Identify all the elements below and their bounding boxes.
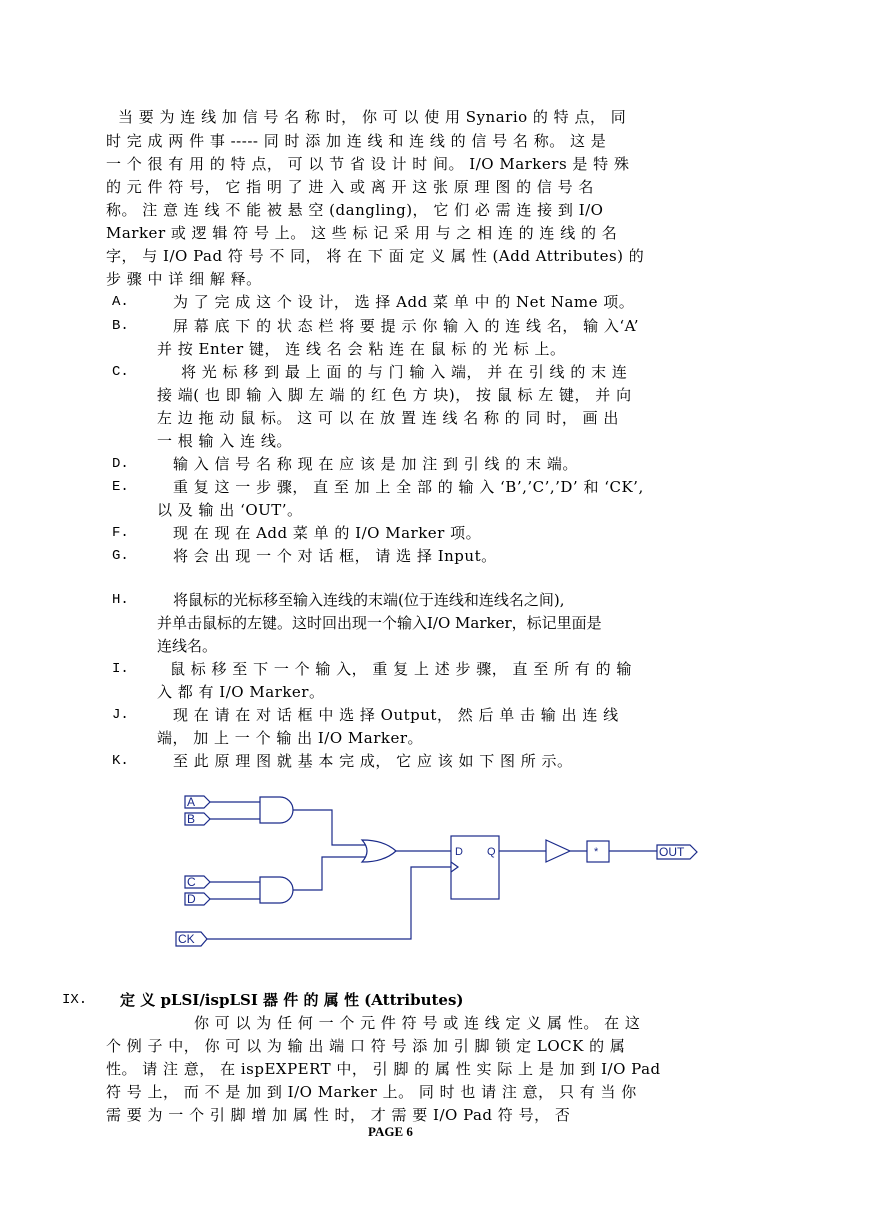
step-text: 并 按 Enter 键， 连 线 名 会 粘 连 在 鼠 标 的 光 标 上。 xyxy=(157,340,566,358)
step-text: 端， 加 上 一 个 输 出 I/O Marker。 xyxy=(157,729,424,747)
step-text: 以 及 输 出 ‘OUT’。 xyxy=(157,501,303,519)
and-gate-2 xyxy=(260,877,293,903)
intro-line: 称。 注 意 连 线 不 能 被 悬 空 (dangling)， 它 们 必 需 连 接 到 I/O xyxy=(106,201,604,219)
step-marker: K. xyxy=(112,753,129,769)
step-marker: E. xyxy=(112,479,129,495)
clock-input-symbol xyxy=(451,862,458,872)
step-text: 现 在 请 在 对 话 框 中 选 择 Output， 然 后 单 击 输 出 连 线 xyxy=(173,706,619,724)
intro-line: 的 元 件 符 号， 它 指 明 了 进 入 或 离 开 这 张 原 理 图 的 信 号 名 xyxy=(106,178,594,196)
section-number: IX. xyxy=(62,992,88,1008)
step-text: 鼠 标 移 至 下 一 个 输 入， 重 复 上 述 步 骤， 直 至 所 有 的 输 xyxy=(170,660,632,678)
step-marker: C. xyxy=(112,364,129,380)
step-marker: G. xyxy=(112,548,129,564)
step-text: 一 根 输 入 连 线。 xyxy=(157,432,292,450)
step-marker: B. xyxy=(112,318,129,334)
step-text: 左 边 拖 动 鼠 标。 这 可 以 在 放 置 连 线 名 称 的 同 时， 画 出 xyxy=(157,409,619,427)
input-label-c: C xyxy=(187,875,196,889)
ff-d-label: D xyxy=(455,846,463,858)
section-title: 定 义 pLSI/ispLSI 器 件 的 属 性 (Attributes) xyxy=(120,991,464,1009)
intro-line: 时 完 成 两 件 事 ----- 同 时 添 加 连 线 和 连 线 的 信 号 名 称。 这 是 xyxy=(106,132,607,150)
input-label-ck: CK xyxy=(178,932,195,946)
step-marker: F. xyxy=(112,525,129,541)
step-text: 连线名。 xyxy=(157,637,218,655)
section-line: 符 号 上， 而 不 是 加 到 I/O Marker 上。 同 时 也 请 注 意， 只 有 当 你 xyxy=(106,1083,637,1101)
input-label-a: A xyxy=(187,795,196,809)
intro-line: Marker 或 逻 辑 符 号 上。 这 些 标 记 采 用 与 之 相 连 的 连 线 的 名 xyxy=(106,224,618,242)
step-text: 为 了 完 成 这 个 设 计， 选 择 Add 菜 单 中 的 Net Name 项。 xyxy=(173,293,635,311)
page-footer: PAGE 6 xyxy=(368,1124,413,1139)
buffer-gate xyxy=(546,840,570,862)
step-marker: D. xyxy=(112,456,129,472)
ff-q-label: Q xyxy=(487,846,496,858)
step-text: 屏 幕 底 下 的 状 态 栏 将 要 提 示 你 输 入 的 连 线 名， 输 入‘A’ xyxy=(173,317,640,335)
and-gate-1 xyxy=(260,797,293,823)
section-line: 需 要 为 一 个 引 脚 增 加 属 性 时， 才 需 要 I/O Pad 符 号， 否 xyxy=(106,1106,571,1124)
section-line: 性。 请 注 意， 在 ispEXPERT 中， 引 脚 的 属 性 实 际 上 是 加 到 I/O Pad xyxy=(106,1060,661,1078)
intro-line: 当 要 为 连 线 加 信 号 名 称 时， 你 可 以 使 用 Synario 的 特 点， 同 xyxy=(118,108,627,126)
section-line: 个 例 子 中， 你 可 以 为 输 出 端 口 符 号 添 加 引 脚 锁 定 LOCK 的 属 xyxy=(106,1037,626,1055)
input-label-d: D xyxy=(187,892,196,906)
section-line: 你 可 以 为 任 何 一 个 元 件 符 号 或 连 线 定 义 属 性。 在 这 xyxy=(194,1014,641,1032)
step-text: 接 端( 也 即 输 入 脚 左 端 的 红 色 方 块)， 按 鼠 标 左 键， 并 向 xyxy=(157,386,632,404)
step-text: 入 都 有 I/O Marker。 xyxy=(157,683,325,701)
step-marker: I. xyxy=(112,661,129,677)
attribute-star: * xyxy=(594,846,599,858)
step-text: 至 此 原 理 图 就 基 本 完 成， 它 应 该 如 下 图 所 示。 xyxy=(173,752,573,770)
intro-line: 字， 与 I/O Pad 符 号 不 同， 将 在 下 面 定 义 属 性 (Add Attributes) 的 xyxy=(106,247,645,265)
intro-line: 一 个 很 有 用 的 特 点， 可 以 节 省 设 计 时 间。 I/O Markers 是 特 殊 xyxy=(106,155,630,173)
step-marker: A. xyxy=(112,294,129,310)
step-text: 将 会 出 现 一 个 对 话 框， 请 选 择 Input。 xyxy=(173,547,497,565)
step-text: 重 复 这 一 步 骤， 直 至 加 上 全 部 的 输 入 ‘B’,’C’,’D’ 和 ‘CK’, xyxy=(173,478,644,496)
intro-line: 步 骤 中 详 细 解 释。 xyxy=(106,270,262,288)
step-text: 输 入 信 号 名 称 现 在 应 该 是 加 注 到 引 线 的 末 端。 xyxy=(173,455,578,473)
step-text: 将鼠标的光标移至输入连线的末端(位于连线和连线名之间), xyxy=(173,591,565,609)
step-text: 将 光 标 移 到 最 上 面 的 与 门 输 入 端， 并 在 引 线 的 末 连 xyxy=(181,363,628,381)
input-label-b: B xyxy=(187,812,196,826)
or-gate xyxy=(362,840,396,862)
step-text: 现 在 现 在 Add 菜 单 的 I/O Marker 项。 xyxy=(173,524,482,542)
step-marker: J. xyxy=(112,707,129,723)
step-text: 并单击鼠标的左键。这时回出现一个输入I/O Marker，标记里面是 xyxy=(157,614,602,632)
step-marker: H. xyxy=(112,592,129,608)
output-label-out: OUT xyxy=(659,845,685,859)
